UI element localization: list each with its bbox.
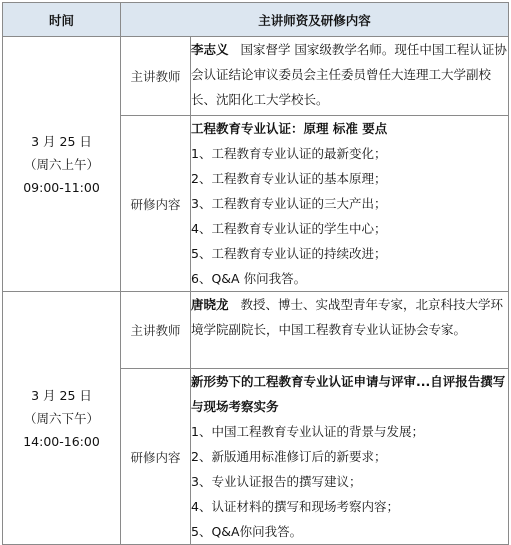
session-1-item: 3、工程教育专业认证的三大产出； <box>191 196 387 211</box>
session-1-time <box>3 37 121 292</box>
session-1-item: 4、工程教育专业认证的学生中心； <box>191 221 387 236</box>
session-1-speaker-label: 主讲教师 <box>121 37 191 116</box>
session-2-speaker-info <box>191 292 509 369</box>
session-2-content-label: 研修内容 <box>121 369 191 545</box>
session-2-content <box>191 369 509 545</box>
session-2-topic: 新形势下的工程教育专业认证申请与评审...自评报告撰写与现场考察实务 <box>191 374 506 414</box>
schedule-table <box>2 2 509 545</box>
session-1-item: 2、工程教育专业认证的基本原理； <box>191 171 387 186</box>
header-row <box>3 3 509 37</box>
session-2-speaker-label: 主讲教师 <box>121 292 191 369</box>
session-2-date: 3 月 25 日 <box>31 387 92 403</box>
session-2-time <box>3 292 121 545</box>
session-2-speaker-row <box>3 292 509 369</box>
session-1-topic: 工程教育专业认证：原理 标准 要点 <box>191 121 388 136</box>
session-1-content <box>191 116 509 292</box>
session-1-item: 1、工程教育专业认证的最新变化； <box>191 146 387 161</box>
session-2-item: 5、Q&A你问我答。 <box>191 524 303 539</box>
session-1-speaker-info <box>191 37 509 116</box>
session-2-day: （周六下午） <box>23 410 99 426</box>
session-1-day: （周六上午） <box>23 156 99 172</box>
session-1-date: 3 月 25 日 <box>31 133 92 149</box>
session-1-speaker-row <box>3 37 509 116</box>
session-2-item: 4、认证材料的撰写和现场考察内容； <box>191 499 399 514</box>
session-2-item: 3、专业认证报告的撰写建议； <box>191 474 362 489</box>
session-2-item: 2、新版通用标准修订后的新要求； <box>191 449 387 464</box>
session-1-content-label: 研修内容 <box>121 116 191 292</box>
session-1-item: 6、Q&A 你问我答。 <box>191 271 307 286</box>
session-2-hours: 14:00-16:00 <box>23 433 100 449</box>
session-2-speaker-name: 唐晓龙 <box>191 297 229 312</box>
session-2-item: 1、中国工程教育专业认证的背景与发展； <box>191 424 424 439</box>
session-1-speaker-name: 李志义 <box>191 42 229 57</box>
session-2-speaker-bio: 教授、博士、实战型青年专家，北京科技大学环境学院副院长，中国工程教育专业认证协会专家。 <box>191 297 503 337</box>
session-1-hours: 09:00-11:00 <box>23 179 100 195</box>
session-1-speaker-bio: 国家督学 国家级教学名师。现任中国工程认证协会认证结论审议委员会主任委员曾任大连理工大学副校长、沈阳化工大学校长。 <box>191 42 507 107</box>
header-time: 时间 <box>3 3 121 37</box>
header-content: 主讲师资及研修内容 <box>121 3 509 37</box>
session-1-item: 5、工程教育专业认证的持续改进； <box>191 246 387 261</box>
